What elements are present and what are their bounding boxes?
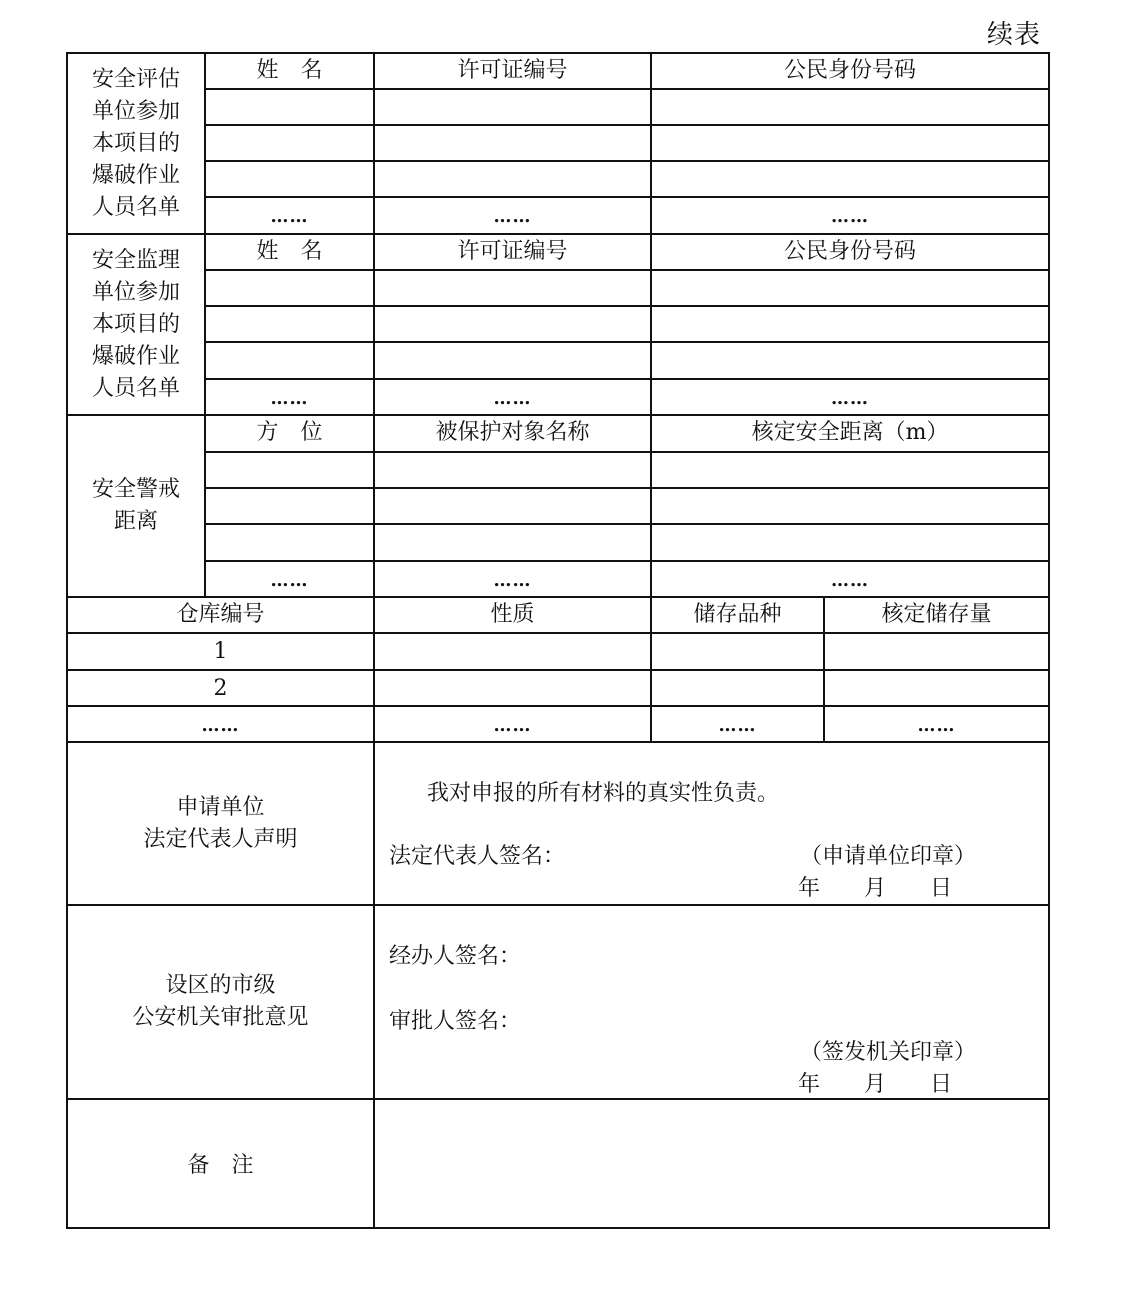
cell[interactable] bbox=[651, 125, 1049, 161]
declaration-label: 申请单位 法定代表人声明 bbox=[67, 742, 374, 905]
cell[interactable] bbox=[205, 342, 374, 379]
ellipsis-cell: …… bbox=[205, 197, 374, 234]
table-row bbox=[67, 342, 1049, 379]
table-row bbox=[67, 561, 1049, 597]
warehouse-header-row bbox=[67, 597, 1049, 633]
table-row bbox=[67, 452, 1049, 488]
cell[interactable] bbox=[205, 270, 374, 306]
cell[interactable] bbox=[374, 306, 651, 342]
remarks-content[interactable] bbox=[374, 1099, 1049, 1228]
supervision-unit-label: 安全监理 单位参加 本项目的 爆破作业 人员名单 bbox=[67, 234, 205, 415]
col-id-header: 公民身份号码 bbox=[651, 53, 1049, 89]
supervision-header-row bbox=[67, 234, 1049, 270]
declaration-date: 年 月 日 bbox=[798, 876, 953, 901]
cell[interactable] bbox=[824, 633, 1049, 670]
warning-header-row bbox=[67, 415, 1049, 452]
ellipsis-cell: …… bbox=[824, 706, 1049, 742]
cell[interactable] bbox=[205, 89, 374, 125]
table-row bbox=[67, 125, 1049, 161]
approval-content bbox=[374, 905, 1049, 1099]
cell[interactable] bbox=[651, 488, 1049, 524]
cell[interactable] bbox=[374, 670, 651, 706]
cell[interactable] bbox=[374, 270, 651, 306]
cell[interactable] bbox=[651, 306, 1049, 342]
ellipsis-cell: …… bbox=[651, 706, 824, 742]
remarks-label: 备 注 bbox=[67, 1099, 374, 1228]
evaluation-unit-label: 安全评估 单位参加 本项目的 爆破作业 人员名单 bbox=[67, 53, 205, 234]
warehouse-number-cell: 1 bbox=[67, 633, 374, 670]
col-nature-header: 性质 bbox=[374, 597, 651, 633]
ellipsis-cell: …… bbox=[205, 561, 374, 597]
cell[interactable] bbox=[205, 306, 374, 342]
cell[interactable] bbox=[651, 670, 824, 706]
cell[interactable] bbox=[205, 452, 374, 488]
approver-signature-label: 审批人签名： bbox=[389, 1009, 522, 1034]
declaration-content bbox=[374, 742, 1049, 905]
table-row bbox=[67, 306, 1049, 342]
col-id-header: 公民身份号码 bbox=[651, 234, 1049, 270]
legal-representative-signature-label: 法定代表人签名： bbox=[389, 844, 566, 869]
col-protected-object-header: 被保护对象名称 bbox=[374, 415, 651, 452]
cell[interactable] bbox=[374, 633, 651, 670]
table-row bbox=[67, 161, 1049, 197]
cell[interactable] bbox=[651, 524, 1049, 561]
evaluation-header-row bbox=[67, 53, 1049, 89]
cell[interactable] bbox=[374, 452, 651, 488]
col-name-header: 姓 名 bbox=[205, 53, 374, 89]
ellipsis-cell: …… bbox=[374, 379, 651, 415]
cell[interactable] bbox=[205, 524, 374, 561]
table-row bbox=[67, 633, 1049, 670]
application-form-table bbox=[66, 52, 1050, 1229]
cell[interactable] bbox=[651, 89, 1049, 125]
col-storage-type-header: 储存品种 bbox=[651, 597, 824, 633]
ellipsis-cell: …… bbox=[205, 379, 374, 415]
ellipsis-cell: …… bbox=[651, 379, 1049, 415]
approval-row bbox=[67, 905, 1049, 1099]
cell[interactable] bbox=[824, 670, 1049, 706]
cell[interactable] bbox=[374, 342, 651, 379]
table-row bbox=[67, 270, 1049, 306]
ellipsis-cell: …… bbox=[651, 561, 1049, 597]
table-row bbox=[67, 706, 1049, 742]
handler-signature-label: 经办人签名： bbox=[389, 944, 522, 969]
table-row bbox=[67, 488, 1049, 524]
remarks-row bbox=[67, 1099, 1049, 1228]
cell[interactable] bbox=[374, 524, 651, 561]
col-storage-quantity-header: 核定储存量 bbox=[824, 597, 1049, 633]
approval-date: 年 月 日 bbox=[798, 1072, 953, 1097]
approval-label: 设区的市级 公安机关审批意见 bbox=[67, 905, 374, 1099]
ellipsis-cell: …… bbox=[374, 197, 651, 234]
col-direction-header: 方 位 bbox=[205, 415, 374, 452]
declaration-statement: 我对申报的所有材料的真实性负责。 bbox=[427, 781, 780, 806]
issuing-authority-seal-note: （签发机关印章） bbox=[800, 1040, 977, 1065]
cell[interactable] bbox=[651, 452, 1049, 488]
col-license-header: 许可证编号 bbox=[374, 234, 651, 270]
declaration-row bbox=[67, 742, 1049, 905]
ellipsis-cell: …… bbox=[67, 706, 374, 742]
cell[interactable] bbox=[374, 161, 651, 197]
table-row bbox=[67, 89, 1049, 125]
ellipsis-cell: …… bbox=[374, 706, 651, 742]
cell[interactable] bbox=[374, 488, 651, 524]
cell[interactable] bbox=[374, 89, 651, 125]
cell[interactable] bbox=[651, 270, 1049, 306]
warehouse-number-cell: 2 bbox=[67, 670, 374, 706]
cell[interactable] bbox=[374, 125, 651, 161]
cell[interactable] bbox=[205, 161, 374, 197]
ellipsis-cell: …… bbox=[374, 561, 651, 597]
ellipsis-cell: …… bbox=[651, 197, 1049, 234]
table-row bbox=[67, 379, 1049, 415]
cell[interactable] bbox=[205, 125, 374, 161]
col-name-header: 姓 名 bbox=[205, 234, 374, 270]
table-row bbox=[67, 197, 1049, 234]
col-safe-distance-header: 核定安全距离（m） bbox=[651, 415, 1049, 452]
col-warehouse-number-header: 仓库编号 bbox=[67, 597, 374, 633]
cell[interactable] bbox=[651, 633, 824, 670]
cell[interactable] bbox=[651, 161, 1049, 197]
warning-distance-label: 安全警戒 距离 bbox=[67, 415, 205, 597]
table-row bbox=[67, 670, 1049, 706]
cell[interactable] bbox=[651, 342, 1049, 379]
applicant-seal-note: （申请单位印章） bbox=[800, 844, 977, 869]
col-license-header: 许可证编号 bbox=[374, 53, 651, 89]
continued-table-label: 续表 bbox=[986, 20, 1041, 50]
cell[interactable] bbox=[205, 488, 374, 524]
table-row bbox=[67, 524, 1049, 561]
